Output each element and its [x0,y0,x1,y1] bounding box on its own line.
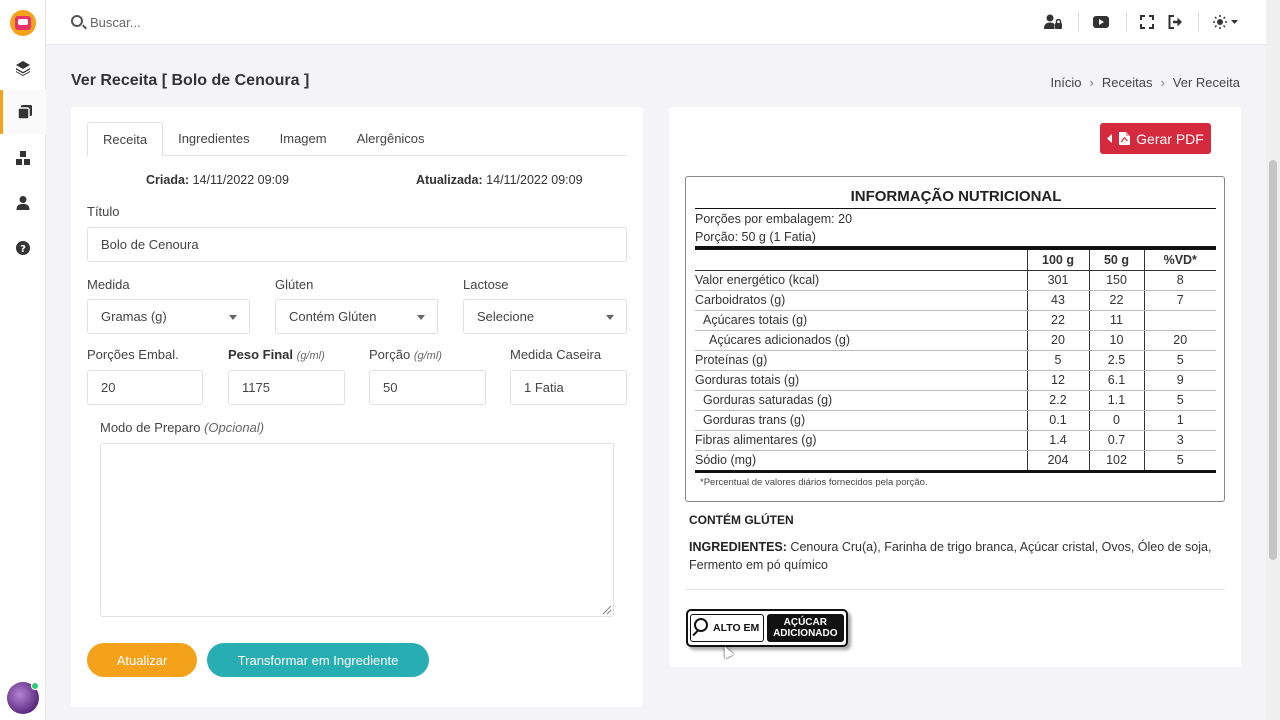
nutrition-col-50g: 50 g [1089,250,1144,270]
created-value: 14/11/2022 09:09 [192,173,289,187]
nutrient-name: Açúcares adicionados (g) [695,330,1027,350]
peso-label [228,347,325,362]
updated-value: 14/11/2022 09:09 [486,173,583,187]
value-vd: 7 [1144,290,1216,310]
sidebar [0,0,46,720]
generate-pdf-button[interactable] [1100,123,1211,154]
gluten-value: Contém Glúten [289,309,377,324]
value-50g: 11 [1089,310,1144,330]
value-50g: 1.1 [1089,390,1144,410]
nutrition-facts-box [685,176,1225,502]
breadcrumb-separator: › [1089,75,1094,90]
updated-date [416,173,583,187]
recipe-tabs [87,122,627,156]
resize-grip-icon[interactable] [603,606,611,614]
preparo-optional: (Opcional) [204,420,265,435]
tab-receita[interactable]: Receita [87,122,163,156]
caseira-label: Medida Caseira [510,347,602,362]
value-50g: 150 [1089,270,1144,290]
search-input[interactable] [90,11,390,33]
seal-nutrient [767,614,844,642]
toolbar-separator [1198,12,1199,32]
tab-ingredientes[interactable]: Ingredientes [178,131,250,146]
breadcrumb-recipes[interactable]: Receitas [1101,75,1153,90]
nutrition-title: INFORMAÇÃO NUTRICIONAL [850,188,1062,205]
svg-text:?: ? [20,244,26,255]
value-vd: 20 [1144,330,1216,350]
caret-down-icon [1231,20,1238,24]
nutrition-row [695,310,1216,330]
portions-per-package: Porções por embalagem: 20 [695,212,853,226]
topbar [46,0,1266,45]
sidebar-item-layers[interactable] [0,46,46,90]
nutrition-row [695,410,1216,430]
user-lock-button[interactable] [1043,12,1063,32]
nutrition-row [695,330,1216,350]
peso-label-text: Peso Final [228,347,294,362]
nutrient-name: Gorduras totais (g) [695,370,1027,390]
help-icon [15,240,31,256]
nutrition-row [695,390,1216,410]
value-50g: 10 [1089,330,1144,350]
search-icon [71,15,83,27]
nutrient-name: Valor energético (kcal) [695,270,1027,290]
app-logo[interactable] [10,10,36,36]
porcao-input[interactable] [369,370,486,405]
value-vd: 9 [1144,370,1216,390]
peso-unit: (g/ml) [296,350,325,362]
nutrition-row [695,350,1216,370]
recipe-form-card [71,107,643,707]
copy-icon [17,104,33,120]
porcao-label-text: Porção [369,347,411,362]
generate-pdf-label: Gerar PDF [1136,130,1204,147]
gluten-select[interactable] [275,299,438,334]
youtube-icon [1093,16,1109,28]
value-100g: 1.4 [1027,430,1089,450]
youtube-button[interactable] [1091,12,1111,32]
nutrient-name: Fibras alimentares (g) [695,430,1027,450]
nutrition-row [695,290,1216,310]
porcoes-input[interactable] [87,370,203,405]
nutrient-name: Proteínas (g) [695,350,1027,370]
value-50g: 0 [1089,410,1144,430]
value-vd: 5 [1144,390,1216,410]
nutrition-row [695,270,1216,290]
update-button[interactable]: Atualizar [87,643,197,677]
user-icon [15,195,31,211]
toolbar-separator [1078,12,1079,32]
toolbar-separator [1126,12,1127,32]
nutrition-card [669,107,1241,667]
nutrition-bottom-rule [695,470,1216,473]
preparo-label-text: Modo de Preparo [100,420,201,435]
porcao-unit: (g/ml) [413,350,442,362]
medida-value: Gramas (g) [101,309,167,324]
value-100g: 12 [1027,370,1089,390]
value-vd: 1 [1144,410,1216,430]
nutrient-name: Carboidratos (g) [695,290,1027,310]
seal-high-in [690,614,764,642]
value-50g: 0.7 [1089,430,1144,450]
value-50g: 22 [1089,290,1144,310]
value-vd: 5 [1144,350,1216,370]
scrollbar-thumb[interactable] [1269,160,1277,560]
title-label: Título [87,204,120,219]
value-vd: 8 [1144,270,1216,290]
logo-mark [15,16,31,30]
value-vd [1144,310,1216,330]
divider [685,589,1225,590]
value-100g: 22 [1027,310,1089,330]
caret-down-icon [606,315,614,320]
peso-input[interactable] [228,370,345,405]
nutrient-name: Açúcares totais (g) [695,310,1027,330]
page-scrollbar[interactable] [1266,0,1280,720]
boxes-icon [15,150,31,166]
medida-select[interactable] [87,299,250,334]
chevron-left-icon [1107,134,1113,143]
breadcrumb-separator: › [1160,75,1165,90]
updated-label: Atualizada: [416,173,483,187]
ingredients-list: Cenoura Cru(a), Farinha de trigo branca, Açúcar cristal, Ovos, Óleo de soja, Fermento em pó químico [689,540,1212,572]
fullscreen-button[interactable] [1137,12,1157,32]
online-status-dot [31,682,39,690]
porcao-label [369,347,442,362]
gluten-warning: CONTÉM GLÚTEN [689,513,794,527]
seal-right-line1: AÇÚCAR [783,617,827,628]
breadcrumb-current: Ver Receita [1172,75,1240,90]
value-100g: 5 [1027,350,1089,370]
user-lock-icon [1044,14,1062,30]
caret-down-icon [417,315,425,320]
nutrition-footnote: *Percentual de valores diários fornecidos pela porção. [700,477,928,488]
caret-down-icon [229,315,237,320]
gluten-label: Glúten [275,277,314,292]
medida-label: Medida [87,277,130,292]
theme-menu-button[interactable] [1212,12,1240,32]
lactose-value: Selecione [477,309,535,324]
tab-imagem[interactable]: Imagem [279,131,327,146]
breadcrumb-home[interactable]: Início [1050,75,1082,90]
value-100g: 20 [1027,330,1089,350]
nutrient-name: Sódio (mg) [695,453,757,468]
seal-left-text: ALTO EM [713,622,760,634]
value-vd: 5 [1144,450,1216,470]
transform-ingredient-button[interactable]: Transformar em Ingrediente [207,643,429,677]
sidebar-item-boxes[interactable] [0,136,46,180]
created-label: Criada: [146,173,190,187]
lactose-label: Lactose [463,277,509,292]
logout-button[interactable] [1165,12,1185,32]
preparo-textarea[interactable] [100,443,614,617]
porcoes-label: Porções Embal. [87,347,179,362]
tab-alergenicos[interactable]: Alergênicos [356,131,425,146]
value-50g: 6.1 [1089,370,1144,390]
value-100g: 301 [1027,270,1089,290]
sidebar-item-help[interactable] [0,226,46,270]
sidebar-item-recipes[interactable] [0,90,46,134]
nutrient-name: Gorduras trans (g) [695,410,1027,430]
breadcrumb [1050,75,1240,90]
file-pdf-icon [1119,132,1130,145]
preparo-label [100,420,264,435]
nutrition-row [695,430,1216,450]
nutrition-row [695,450,1216,470]
sun-icon [1213,15,1239,29]
seal-right-line2: ADICIONADO [773,628,838,639]
created-date [146,173,289,187]
page-title: Ver Receita [ Bolo de Cenoura ] [71,72,310,89]
nutrition-table [695,250,1216,470]
nutrition-rule [695,208,1216,209]
nutrition-col-vd: %VD* [1144,250,1216,270]
nutrient-name: Gorduras saturadas (g) [695,390,1027,410]
magnifier-icon [694,618,708,632]
user-avatar[interactable] [7,682,39,714]
high-added-sugar-seal [686,609,848,647]
value-50g: 2.5 [1089,350,1144,370]
value-100g: 204 [1027,450,1089,470]
caseira-input[interactable] [510,370,627,405]
ingredients-label: INGREDIENTES: [689,540,787,554]
value-100g: 0.1 [1027,410,1089,430]
nutrition-row [695,370,1216,390]
sidebar-item-user[interactable] [0,181,46,225]
title-input[interactable] [87,227,627,262]
lactose-select[interactable] [463,299,627,334]
portion-size: Porção: 50 g (1 Fatia) [695,230,816,244]
nutrition-col-100g: 100 g [1027,250,1089,270]
value-vd: 3 [1144,430,1216,450]
nutrition-col-empty [695,250,1027,270]
fullscreen-icon [1140,15,1154,29]
value-100g: 43 [1027,290,1089,310]
value-50g: 102 [1089,450,1144,470]
layers-icon [15,60,31,76]
value-100g: 2.2 [1027,390,1089,410]
logout-icon [1168,15,1183,29]
ingredients-text [689,538,1229,574]
